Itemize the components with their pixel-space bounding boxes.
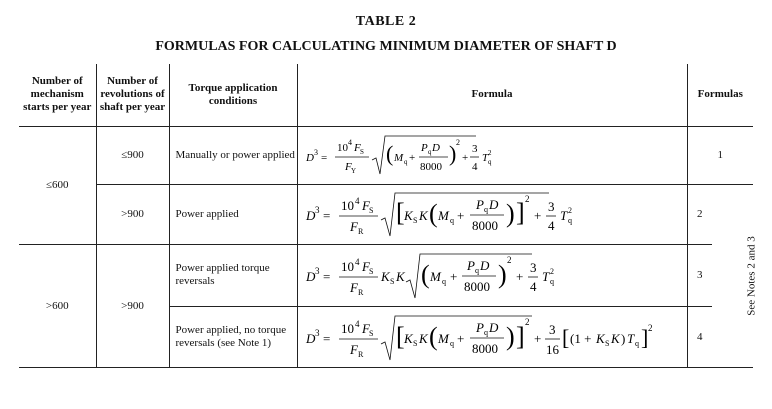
- svg-text:K: K: [610, 330, 620, 346]
- svg-text:): ): [497, 260, 507, 289]
- svg-text:D: D: [488, 197, 498, 212]
- formula-number: 3: [687, 244, 712, 306]
- svg-text:): ): [620, 330, 625, 346]
- condition-cell: Power applied, no torque reversals (see Note 1): [169, 306, 297, 367]
- svg-text:=: =: [320, 152, 327, 164]
- condition-cell: Power applied torque reversals: [169, 244, 297, 306]
- svg-text:=: =: [322, 330, 330, 346]
- svg-text:2: 2: [567, 206, 572, 215]
- svg-text:q: q: [474, 266, 479, 275]
- header-conditions: Torque application conditions: [169, 64, 297, 126]
- formula-number: 2: [687, 184, 712, 244]
- svg-text:): ): [448, 141, 456, 166]
- svg-text:+: +: [533, 330, 541, 346]
- header-revolutions: Number of revolutions of shaft per year: [96, 64, 169, 126]
- svg-text:q: q: [403, 158, 407, 166]
- svg-text:4: 4: [354, 257, 359, 267]
- formula-number: 4: [687, 306, 712, 367]
- svg-text:M: M: [393, 152, 403, 164]
- svg-text:2: 2: [647, 322, 652, 333]
- svg-text:q: q: [549, 277, 554, 286]
- svg-text:10: 10: [340, 259, 354, 274]
- svg-text:3: 3: [529, 260, 536, 275]
- svg-text:8000: 8000: [463, 279, 490, 294]
- svg-text:K: K: [380, 269, 390, 284]
- svg-text:2: 2: [455, 138, 460, 147]
- svg-text:+: +: [461, 152, 468, 164]
- svg-text:3: 3: [314, 327, 319, 338]
- svg-text:T: T: [626, 330, 634, 346]
- revolutions-cell: >900: [96, 244, 169, 367]
- formula-number: 1: [687, 126, 753, 184]
- svg-text:q: q: [449, 216, 454, 225]
- svg-text:+: +: [515, 269, 523, 284]
- svg-text:2: 2: [487, 149, 491, 157]
- svg-text:F: F: [349, 219, 358, 234]
- svg-text:R: R: [357, 227, 363, 236]
- svg-text:q: q: [487, 158, 491, 166]
- svg-text:(: (: [428, 199, 438, 228]
- svg-text:S: S: [389, 277, 394, 286]
- svg-text:F: F: [344, 161, 352, 173]
- svg-text:D: D: [305, 152, 314, 164]
- revolutions-cell: ≤900: [96, 126, 169, 184]
- svg-text:q: q: [427, 148, 431, 156]
- svg-text:D: D: [305, 208, 315, 223]
- svg-text:F: F: [361, 259, 370, 274]
- svg-text:T: T: [559, 208, 567, 223]
- svg-text:F: F: [353, 142, 361, 154]
- starts-cell: ≤600: [19, 126, 96, 244]
- condition-cell: Manually or power applied: [169, 126, 297, 184]
- formula-2: [297, 184, 687, 244]
- svg-text:=: =: [322, 208, 330, 223]
- table-row: [19, 126, 753, 184]
- svg-text:+: +: [533, 208, 541, 223]
- svg-text:10: 10: [336, 142, 348, 154]
- svg-text:(: (: [385, 141, 393, 166]
- svg-text:4: 4: [471, 161, 477, 173]
- table-row: [19, 184, 753, 244]
- svg-text:10: 10: [340, 198, 354, 213]
- svg-text:P: P: [420, 142, 428, 154]
- table-number: TABLE 2: [355, 14, 417, 29]
- svg-text:8000: 8000: [471, 340, 498, 356]
- svg-text:D: D: [305, 330, 315, 346]
- svg-text:K: K: [418, 208, 428, 223]
- svg-text:D: D: [488, 319, 498, 335]
- svg-text:q: q: [567, 216, 572, 225]
- svg-text:F: F: [361, 320, 370, 336]
- svg-text:q: q: [483, 327, 488, 337]
- formula-4: [297, 306, 687, 367]
- svg-text:R: R: [357, 288, 363, 297]
- svg-text:F: F: [349, 341, 358, 357]
- svg-text:K: K: [403, 330, 413, 346]
- header-starts: Number of mechanism starts per year: [19, 64, 96, 126]
- svg-text:8000: 8000: [419, 161, 442, 173]
- svg-text:S: S: [412, 338, 417, 348]
- svg-text:]: ]: [515, 321, 525, 351]
- svg-text:2: 2: [549, 267, 554, 276]
- header-formula: Formula: [297, 64, 687, 126]
- svg-text:4: 4: [354, 196, 359, 206]
- svg-text:]: ]: [515, 198, 525, 227]
- svg-text:]: ]: [640, 324, 648, 350]
- svg-text:(: (: [428, 321, 438, 351]
- svg-text:3: 3: [313, 148, 318, 157]
- svg-text:q: q: [449, 338, 454, 348]
- formula-1: [297, 126, 687, 184]
- svg-text:q: q: [441, 277, 446, 286]
- svg-text:3: 3: [314, 205, 319, 215]
- svg-text:4: 4: [547, 218, 554, 233]
- svg-text:Y: Y: [350, 167, 356, 175]
- svg-text:[: [: [395, 198, 405, 227]
- svg-text:+: +: [408, 152, 415, 164]
- svg-text:4: 4: [529, 279, 536, 294]
- svg-text:S: S: [412, 216, 417, 225]
- svg-text:8000: 8000: [471, 218, 498, 233]
- svg-text:K: K: [403, 208, 413, 223]
- svg-text:=: =: [322, 269, 330, 284]
- svg-text:P: P: [466, 258, 475, 273]
- svg-text:16: 16: [545, 341, 559, 357]
- table-title: FORMULAS FOR CALCULATING MINIMUM DIAMETER OF SHAFT D: [155, 39, 617, 54]
- side-note-cell: [712, 184, 758, 367]
- revolutions-cell: >900: [96, 184, 169, 244]
- svg-text:D: D: [305, 269, 315, 284]
- svg-text:S: S: [359, 148, 364, 156]
- side-note: See Notes 2 and 3: [745, 235, 758, 316]
- svg-text:T: T: [481, 152, 488, 164]
- svg-text:R: R: [357, 349, 363, 359]
- svg-text:K: K: [595, 330, 605, 346]
- svg-text:(1 +: (1 +: [569, 330, 591, 346]
- starts-cell: >600: [19, 244, 96, 367]
- table-row: [19, 244, 753, 306]
- svg-text:M: M: [437, 330, 449, 346]
- svg-text:3: 3: [547, 199, 554, 214]
- svg-text:q: q: [483, 205, 488, 214]
- svg-text:M: M: [429, 269, 441, 284]
- svg-text:+: +: [456, 208, 464, 223]
- svg-text:2: 2: [524, 194, 529, 204]
- svg-text:+: +: [449, 269, 457, 284]
- svg-text:F: F: [349, 280, 358, 295]
- svg-text:+: +: [456, 330, 464, 346]
- svg-text:S: S: [604, 338, 609, 348]
- svg-text:F: F: [361, 198, 370, 213]
- svg-text:K: K: [395, 269, 405, 284]
- svg-text:P: P: [475, 319, 484, 335]
- svg-text:3: 3: [548, 321, 555, 337]
- svg-text:2: 2: [524, 316, 529, 327]
- svg-text:[: [: [395, 321, 405, 351]
- svg-text:4: 4: [354, 318, 359, 329]
- svg-text:2: 2: [506, 255, 511, 265]
- svg-text:10: 10: [340, 320, 354, 336]
- svg-text:[: [: [561, 324, 569, 350]
- svg-text:3: 3: [471, 143, 477, 155]
- svg-text:M: M: [437, 208, 449, 223]
- header-formulas: Formulas: [687, 64, 753, 126]
- svg-text:S: S: [368, 206, 373, 215]
- svg-text:3: 3: [314, 266, 319, 276]
- svg-text:D: D: [431, 142, 440, 154]
- svg-text:4: 4: [347, 138, 352, 147]
- svg-text:S: S: [368, 328, 373, 338]
- svg-text:q: q: [634, 338, 639, 348]
- svg-text:T: T: [541, 269, 549, 284]
- svg-text:): ): [505, 199, 515, 228]
- formula-table: [19, 64, 758, 368]
- svg-text:K: K: [418, 330, 428, 346]
- svg-text:(: (: [420, 260, 430, 289]
- svg-text:): ): [505, 321, 515, 351]
- formula-3: [297, 244, 687, 306]
- svg-text:D: D: [479, 258, 489, 273]
- svg-text:S: S: [368, 267, 373, 276]
- svg-text:P: P: [475, 197, 484, 212]
- condition-cell: Power applied: [169, 184, 297, 244]
